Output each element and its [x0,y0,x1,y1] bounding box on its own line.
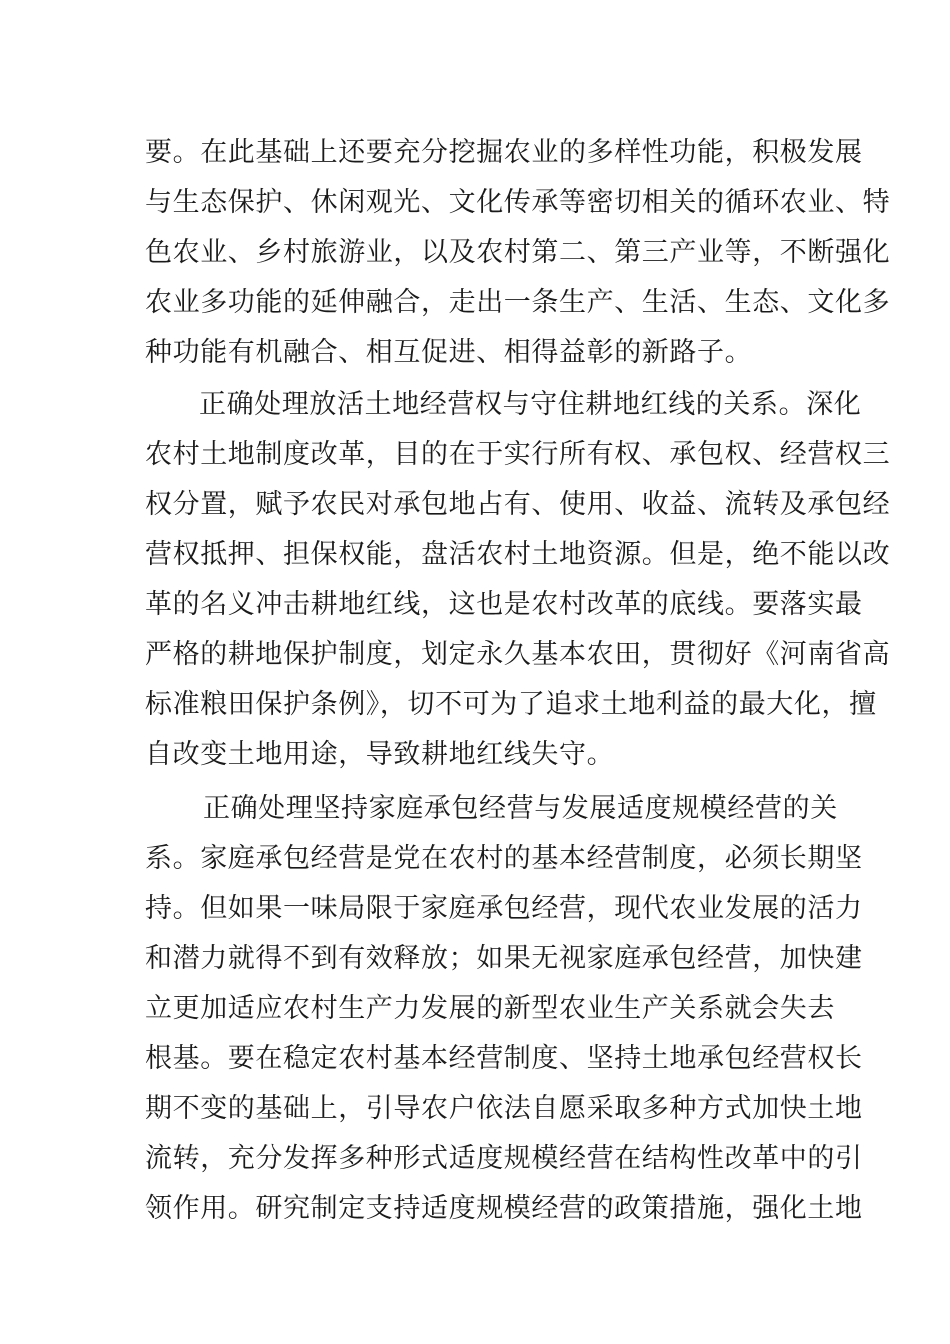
text-line: 种功能有机融合、相互促进、相得益彰的新路子。 [145,337,753,368]
body-text [145,128,891,1234]
text-line: 根基。要在稳定农村基本经营制度、坚持土地承包经营权长 [145,1043,863,1074]
text-line: 与生态保护、休闲观光、文化传承等密切相关的循环农业、特 [145,187,891,218]
text-line: 权分置，赋予农民对承包地占有、使用、收益、流转及承包经 [145,489,891,520]
text-line: 营权抵押、担保权能，盘活农村土地资源。但是，绝不能以改 [145,539,891,570]
text-line: 流转，充分发挥多种形式适度规模经营在结构性改革中的引 [145,1143,863,1174]
text-line: 持。但如果一味局限于家庭承包经营，现代农业发展的活力 [145,893,863,924]
text-line: 要。在此基础上还要充分挖掘农业的多样性功能，积极发展 [145,137,863,168]
text-line: 立更加适应农村生产力发展的新型农业生产关系就会失去 [145,993,835,1024]
text-line: 自改变土地用途，导致耕地红线失守。 [145,739,615,770]
text-line: 系。家庭承包经营是党在农村的基本经营制度，必须长期坚 [145,843,863,874]
text-line: 领作用。研究制定支持适度规模经营的政策措施，强化土地 [145,1193,863,1224]
text-line: 革的名义冲击耕地红线，这也是农村改革的底线。要落实最 [145,589,863,620]
text-line: 色农业、乡村旅游业，以及农村第二、第三产业等，不断强化 [145,237,891,268]
text-line: 期不变的基础上，引导农户依法自愿采取多种方式加快土地 [145,1093,863,1124]
paragraph-1 [145,128,891,378]
text-line: 正确处理放活土地经营权与守住耕地红线的关系。深化 [199,389,862,420]
paragraph-3 [145,784,863,1234]
text-line: 农业多功能的延伸融合，走出一条生产、生活、生态、文化多 [145,287,891,318]
text-line: 严格的耕地保护制度，划定永久基本农田，贯彻好《河南省高 [145,639,891,670]
text-line: 标准粮田保护条例》，切不可为了追求土地利益的最大化，擅 [145,689,877,720]
text-line: 正确处理坚持家庭承包经营与发展适度规模经营的关 [203,793,838,824]
text-line: 和潜力就得不到有效释放；如果无视家庭承包经营，加快建 [145,943,863,974]
text-line: 农村土地制度改革，目的在于实行所有权、承包权、经营权三 [145,439,891,470]
paragraph-2 [145,380,891,780]
